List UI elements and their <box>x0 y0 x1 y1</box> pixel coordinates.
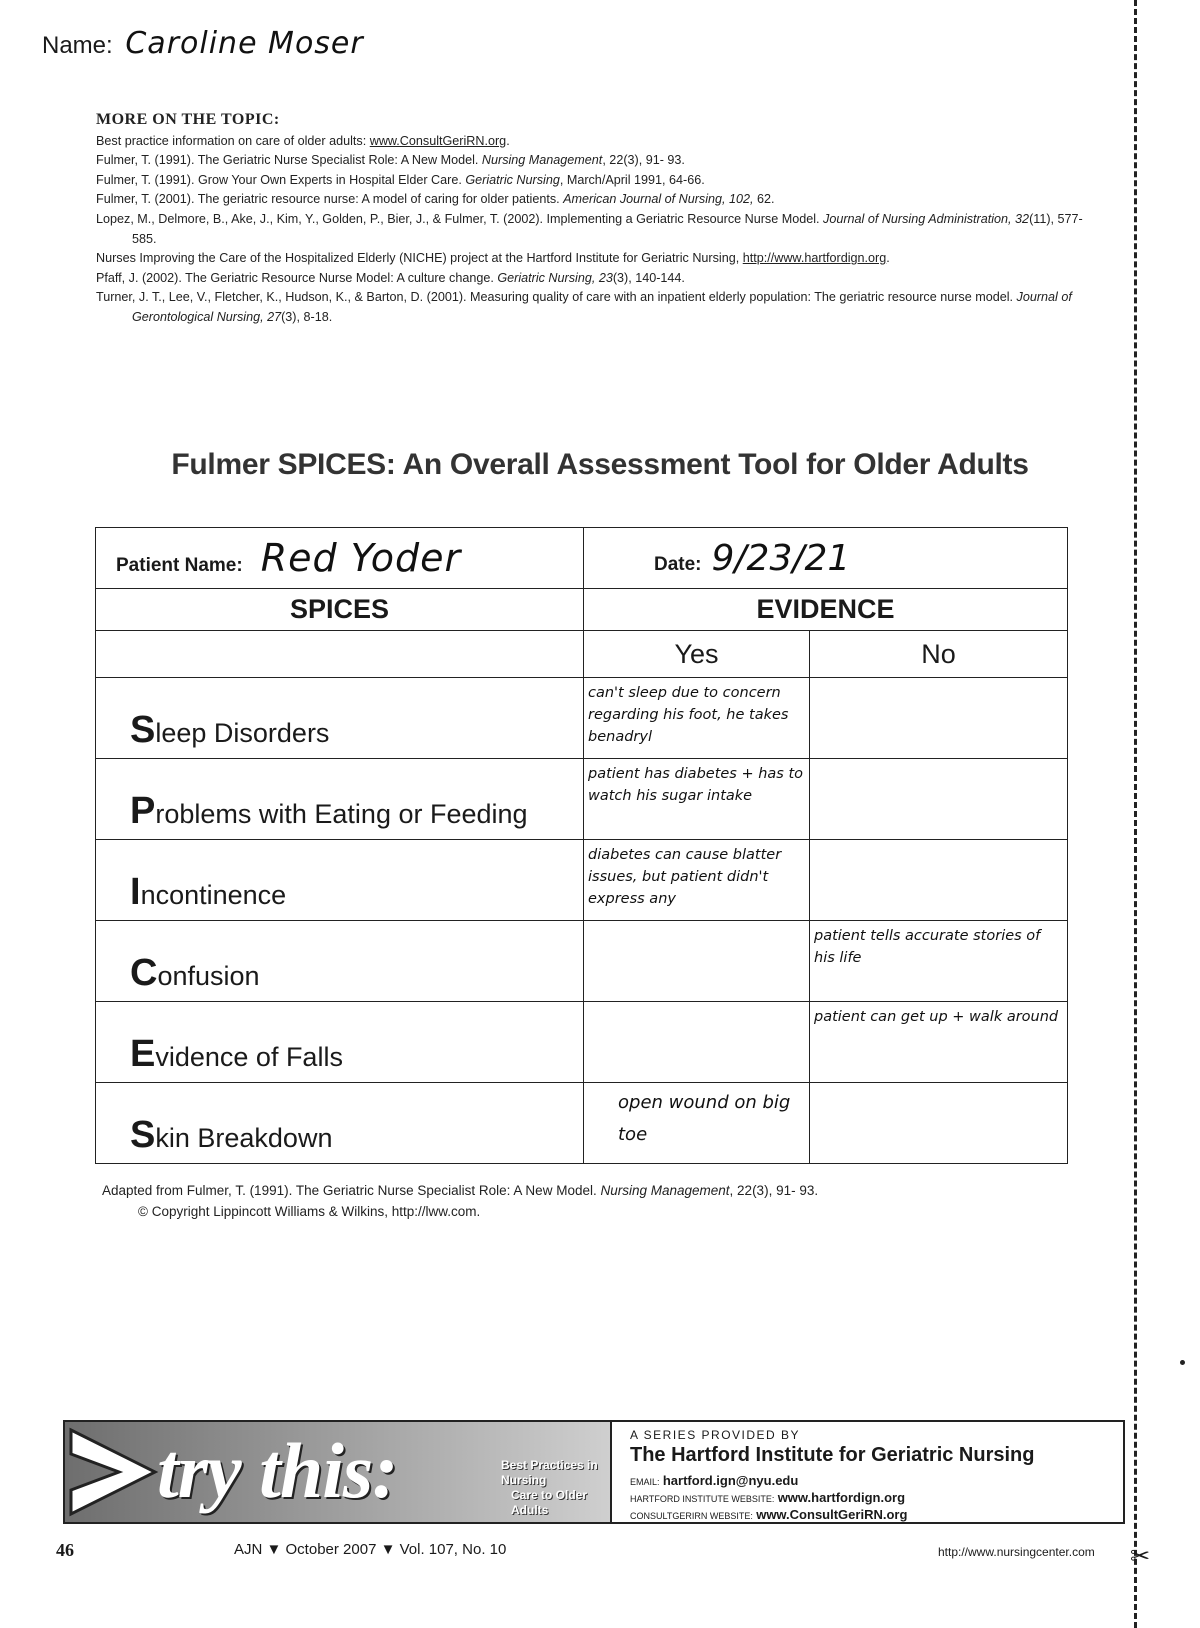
scissors-icon: ✂ <box>1130 1543 1151 1570</box>
yes-column-header: Yes <box>584 631 810 678</box>
consult-site-label: CONSULTGERIRN WEBSITE: <box>630 1511 753 1521</box>
institute-site-label: HARTFORD INSTITUTE WEBSITE: <box>630 1494 775 1504</box>
spices-row-label <box>96 678 584 759</box>
date-label: Date: <box>654 553 702 575</box>
reference-citation: , 22(3), 91- 93. <box>602 153 685 168</box>
spices-row <box>96 840 1068 921</box>
student-name-value[interactable]: Caroline Moser <box>125 26 364 61</box>
page-number: 46 <box>56 1540 74 1560</box>
spices-table <box>95 527 1068 1164</box>
reference-item <box>96 269 1086 289</box>
spices-initial: P <box>130 790 156 832</box>
adapted-journal: Nursing Management <box>600 1183 730 1198</box>
cut-line <box>1134 0 1137 1628</box>
footer-url[interactable]: http://www.nursingcenter.com <box>938 1545 1095 1559</box>
reference-item <box>96 151 1086 171</box>
spices-label-text: onfusion <box>157 961 260 991</box>
email-label: EMAIL: <box>630 1477 660 1487</box>
evidence-yes-cell[interactable]: patient has diabetes + has to watch his sugar intake <box>584 759 810 840</box>
email-line <box>630 1473 1105 1490</box>
spices-initial: S <box>130 1114 156 1156</box>
evidence-no-cell[interactable]: patient tells accurate stories of his life <box>810 921 1068 1002</box>
try-this-logo <box>65 1422 612 1522</box>
reference-item <box>96 171 1086 191</box>
evidence-no-cell[interactable] <box>810 1083 1068 1164</box>
column-header-row <box>96 589 1068 631</box>
blank-header-cell <box>96 631 584 678</box>
spices-row-label <box>96 1083 584 1164</box>
reference-citation: (3), 8-18. <box>281 309 333 324</box>
spices-label-text: ncontinence <box>140 880 287 910</box>
reference-item <box>96 210 1086 249</box>
stray-dot <box>1180 1360 1185 1365</box>
date-value[interactable]: 9/23/21 <box>711 537 851 579</box>
reference-citation: . <box>886 251 890 266</box>
patient-name-label: Patient Name: <box>116 555 243 576</box>
reference-text: Pfaff, J. (2002). The Geriatric Resource Nurse Model: A culture change. <box>96 270 498 285</box>
consult-site-line <box>630 1507 1105 1524</box>
spices-label-text: leep Disorders <box>155 718 330 748</box>
evidence-yes-cell[interactable]: diabetes can cause blatter issues, but patient didn't express any <box>584 840 810 921</box>
reference-journal: Journal of Nursing Administration, 32 <box>823 211 1030 226</box>
student-name-row <box>42 26 364 61</box>
evidence-column-header: EVIDENCE <box>584 589 1068 631</box>
spices-rows <box>96 678 1068 1164</box>
spices-row-label <box>96 840 584 921</box>
spices-row <box>96 759 1068 840</box>
spices-label-text: vidence of Falls <box>155 1042 343 1072</box>
evidence-yes-cell[interactable] <box>584 921 810 1002</box>
copyright-line: © Copyright Lippincott Williams & Wilkins, http://lww.com. <box>138 1204 481 1219</box>
try-this-subtitle <box>501 1458 610 1518</box>
reference-item <box>96 190 1086 210</box>
try-this-subtitle-line2: Care to Older Adults <box>511 1488 588 1517</box>
evidence-no-cell[interactable] <box>810 840 1068 921</box>
email-link[interactable]: hartford.ign@nyu.edu <box>662 1473 799 1488</box>
reference-text: Fulmer, T. (2001). The geriatric resource nurse: A model of caring for older patients. <box>96 192 564 207</box>
spices-label-text: kin Breakdown <box>155 1123 333 1153</box>
reference-citation: (3), 140-144. <box>612 270 685 285</box>
spices-initial: C <box>130 952 158 994</box>
evidence-no-cell[interactable] <box>810 759 1068 840</box>
institute-site-link[interactable]: www.hartfordign.org <box>777 1490 906 1505</box>
spices-column-header: SPICES <box>96 589 584 631</box>
patient-info-row <box>96 528 1068 589</box>
references-heading: MORE ON THE TOPIC: <box>96 111 280 128</box>
reference-text: Lopez, M., Delmore, B., Ake, J., Kim, Y., Golden, P., Bier, J., & Fulmer, T. (2002). Implementing a Geriatric Resource Nurse Model. <box>96 211 824 226</box>
reference-item <box>96 132 1086 152</box>
student-name-label: Name: <box>42 32 113 59</box>
evidence-no-cell[interactable] <box>810 678 1068 759</box>
reference-citation: 62. <box>753 192 775 207</box>
spices-initial: E <box>130 1033 156 1075</box>
spices-row-label <box>96 921 584 1002</box>
reference-journal: Journal of Gerontological Nursing, 27 <box>132 290 1072 324</box>
reference-citation: (11), 577-585. <box>132 211 1083 246</box>
journal-citation: AJN ▼ October 2007 ▼ Vol. 107, No. 10 <box>234 1541 507 1558</box>
spices-label-text: roblems with Eating or Feeding <box>155 799 528 829</box>
spices-row <box>96 1002 1068 1083</box>
try-this-subtitle-line1: Best Practices in Nursing <box>501 1458 598 1487</box>
date-cell[interactable] <box>584 528 1068 589</box>
patient-name-value[interactable]: Red Yoder <box>260 536 462 580</box>
reference-journal: Geriatric Nursing, 23 <box>497 270 613 285</box>
evidence-no-cell[interactable]: patient can get up + walk around <box>810 1002 1068 1083</box>
spices-row-label <box>96 1002 584 1083</box>
spices-row-label <box>96 759 584 840</box>
reference-text: Best practice information on care of older adults: <box>96 133 370 148</box>
spices-initial: S <box>130 709 156 751</box>
evidence-yes-cell[interactable]: can't sleep due to concern regarding his foot, he takes benadryl <box>584 678 810 759</box>
reference-link[interactable]: http://www.hartfordign.org <box>742 251 887 266</box>
no-column-header: No <box>810 631 1068 678</box>
spices-initial: I <box>130 871 141 913</box>
reference-citation: , March/April 1991, 64-66. <box>559 172 705 187</box>
try-this-wordmark: try this: <box>157 1427 398 1514</box>
reference-text: Fulmer, T. (1991). The Geriatric Nurse Specialist Role: A New Model. <box>96 153 482 168</box>
institute-site-line <box>630 1490 1105 1507</box>
chevron-logo-icon <box>67 1426 167 1518</box>
hartford-info <box>612 1422 1123 1522</box>
institute-name: The Hartford Institute for Geriatric Nursing <box>630 1444 1035 1466</box>
reference-text: Fulmer, T. (1991). Grow Your Own Experts in Hospital Elder Care. <box>96 172 466 187</box>
reference-item <box>96 288 1086 327</box>
evidence-yes-cell[interactable] <box>584 1002 810 1083</box>
adapted-note <box>102 1180 818 1222</box>
spices-row <box>96 921 1068 1002</box>
reference-journal: Nursing Management <box>481 153 603 168</box>
reference-link[interactable]: www.ConsultGeriRN.org <box>369 133 507 148</box>
form-title: Fulmer SPICES: An Overall Assessment Tool for Older Adults <box>171 448 1029 481</box>
reference-journal: American Journal of Nursing, 102, <box>563 192 754 207</box>
try-this-banner <box>63 1420 1125 1524</box>
reference-text: Nurses Improving the Care of the Hospitalized Elderly (NICHE) project at the Hartford Institute for Geriatric Nursing, <box>96 251 743 266</box>
patient-name-cell[interactable] <box>96 528 584 589</box>
reference-item <box>96 249 1086 269</box>
spices-row <box>96 678 1068 759</box>
yes-no-header-row <box>96 631 1068 678</box>
consult-site-link[interactable]: www.ConsultGeriRN.org <box>756 1507 908 1522</box>
spices-row <box>96 1083 1068 1164</box>
adapted-citation: , 22(3), 91- 93. <box>729 1183 819 1198</box>
reference-journal: Geriatric Nursing <box>465 172 560 187</box>
evidence-yes-cell[interactable]: open wound on big toe <box>584 1083 810 1164</box>
reference-citation: . <box>506 133 510 148</box>
reference-text: Turner, J. T., Lee, V., Fletcher, K., Hudson, K., & Barton, D. (2001). Measuring quality of care with an inpatient elderly population: The geriatric resource nurse model. <box>96 290 1017 305</box>
series-label: A SERIES PROVIDED BY <box>630 1428 801 1442</box>
adapted-text: Adapted from Fulmer, T. (1991). The Geriatric Nurse Specialist Role: A New Model. <box>102 1183 601 1198</box>
reference-list <box>96 132 1086 328</box>
references-section <box>96 110 1086 328</box>
